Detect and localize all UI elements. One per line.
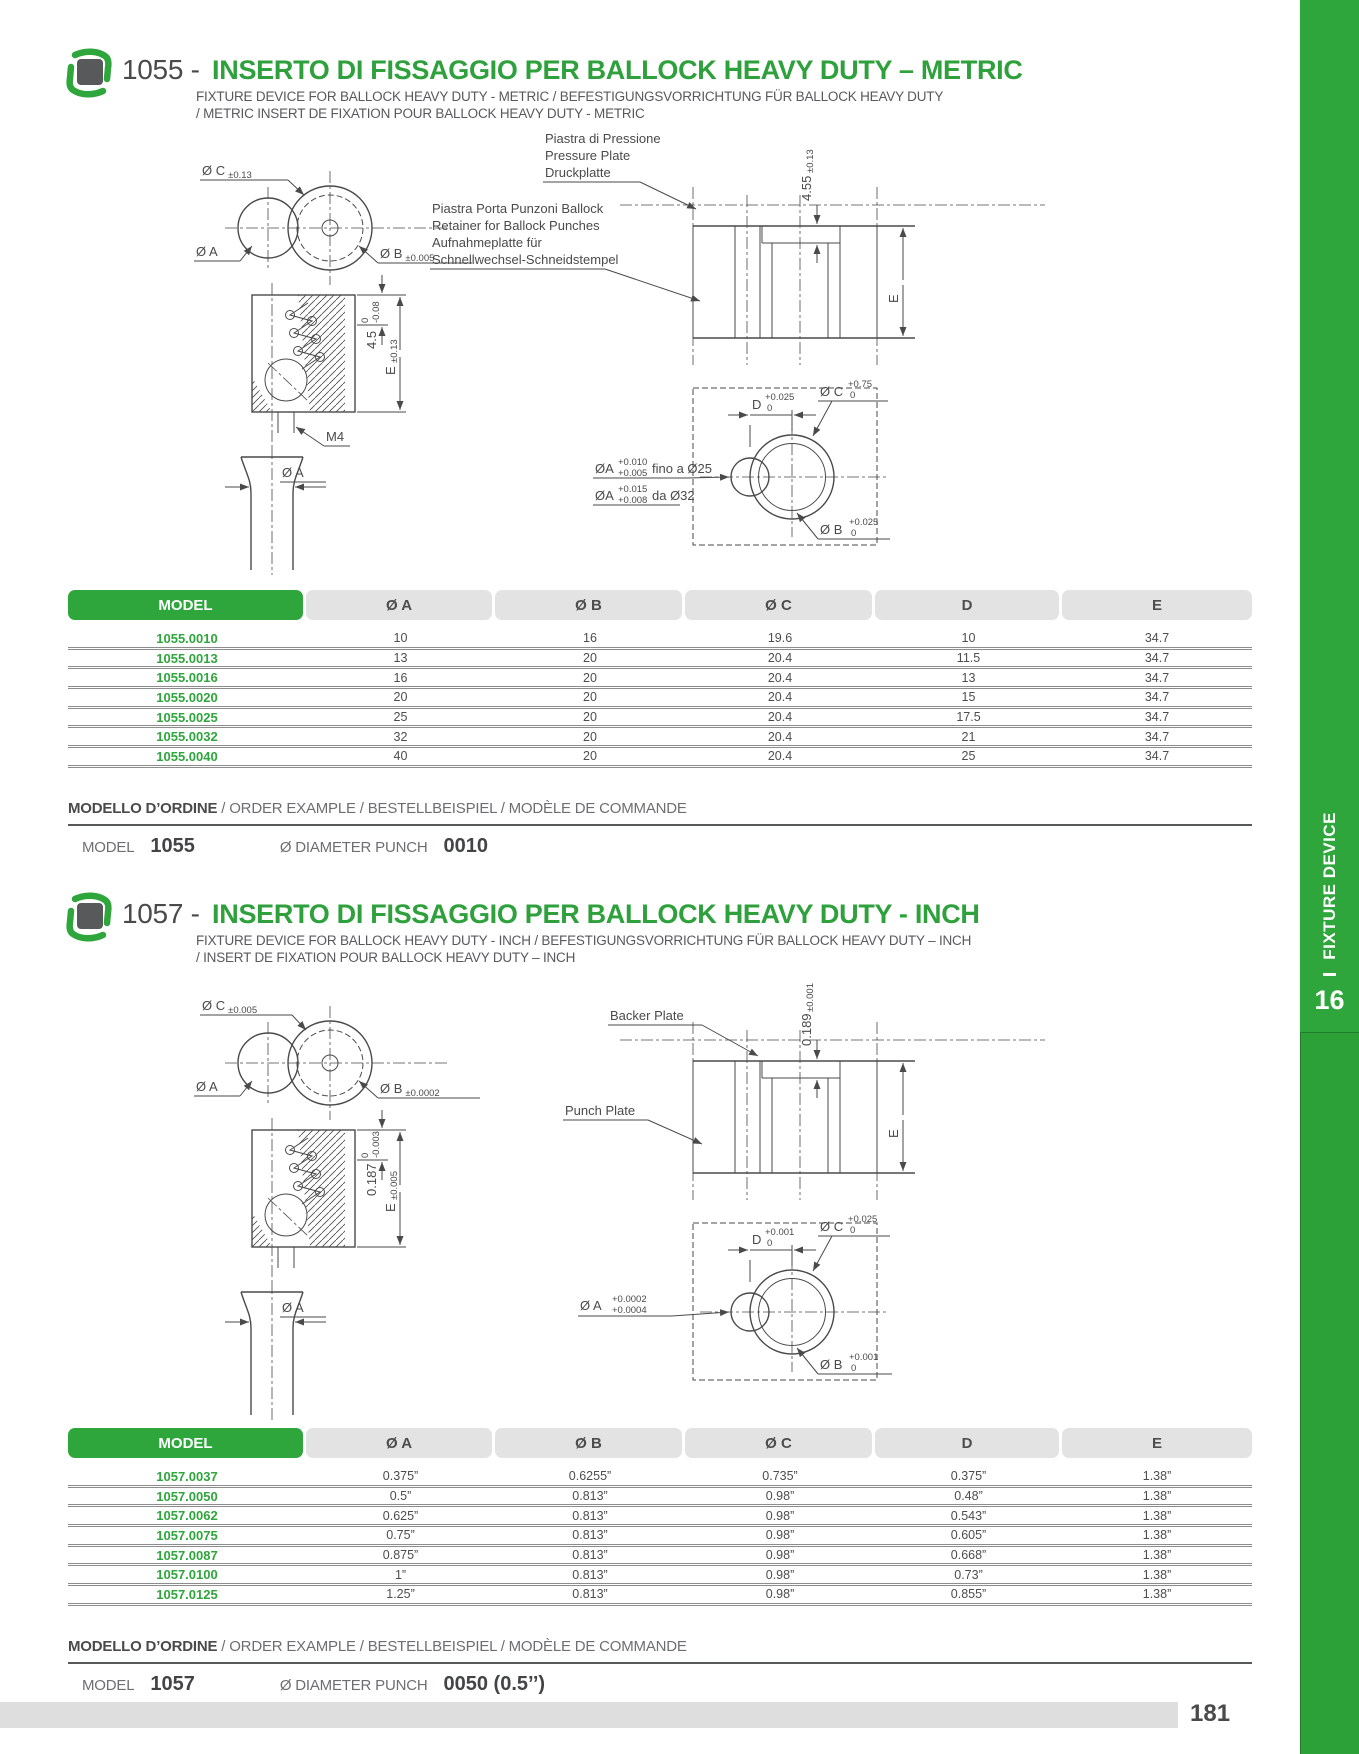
- dim-label-d: D: [752, 1232, 762, 1247]
- dim-step: [799, 149, 816, 201]
- dim-label-m4: M4: [326, 429, 345, 444]
- svg-text:E: E: [886, 294, 901, 303]
- chapter-sidebar-label: FIXTURE DEVICE: [1319, 812, 1339, 960]
- dim-label-b: Ø B $_{\pm 0.0002}$: [380, 1081, 440, 1099]
- svg-text:+0.025: +0.025: [765, 392, 795, 403]
- table-header-cell: Ø B: [495, 590, 682, 620]
- table-header-cell: E: [1062, 590, 1252, 620]
- svg-text:Pressure Plate: Pressure Plate: [545, 148, 631, 163]
- svg-text:E: E: [383, 1203, 398, 1212]
- table-header-cell: Ø A: [306, 590, 492, 620]
- table-header-cell: MODEL: [68, 1428, 303, 1458]
- model-cell: 1057.0100: [156, 1567, 218, 1583]
- svg-text:Druckplatte: Druckplatte: [545, 165, 611, 180]
- dim-depth: [360, 1131, 382, 1196]
- model-cell: 1057.0075: [156, 1527, 218, 1543]
- dim-e2: [886, 294, 901, 303]
- table-row: 1055.0020 20 20 20.4 15 34.7: [68, 689, 1252, 709]
- svg-text:E: E: [886, 1129, 901, 1138]
- dim-label-c: Ø C $_{\pm 0.005}$: [202, 998, 258, 1016]
- dim-label-a: Ø A: [196, 1079, 218, 1094]
- svg-text:+0.005: +0.005: [618, 468, 648, 479]
- svg-text:da Ø32: da Ø32: [652, 488, 695, 503]
- order-model-label: MODEL: [82, 1677, 135, 1694]
- parts-table-metric: [68, 590, 1252, 768]
- section-code: 1055 -: [122, 54, 200, 85]
- label-backer-plate: Backer Plate: [610, 1008, 684, 1023]
- model-cell: 1057.0062: [156, 1508, 218, 1524]
- model-cell: 1057.0037: [156, 1468, 218, 1484]
- table-header-cell: Ø A: [306, 1428, 492, 1458]
- svg-text:+0.0004: +0.0004: [612, 1305, 647, 1316]
- svg-text:4.55: 4.55: [799, 175, 814, 201]
- brand-logo-icon: [62, 890, 116, 944]
- order-example-metric: [68, 800, 1252, 858]
- sidebar-dash: [1323, 973, 1336, 976]
- svg-text:+0.75: +0.75: [848, 379, 873, 390]
- model-cell: 1055.0032: [156, 729, 218, 745]
- dim-label-a2: Ø A: [282, 1300, 304, 1315]
- table-row: 1057.0125 1.25” 0.813” 0.98” 0.855” 1.38”: [68, 1586, 1252, 1606]
- table-row: 1057.0062 0.625” 0.813” 0.98” 0.543” 1.38”: [68, 1507, 1252, 1527]
- model-cell: 1055.0013: [156, 650, 218, 666]
- section-title: INSERTO DI FISSAGGIO PER BALLOCK HEAVY DUTY – METRIC: [212, 55, 1023, 85]
- table-row: 1057.0075 0.75” 0.813” 0.98” 0.605” 1.38”: [68, 1527, 1252, 1547]
- dim-label-b2: Ø B: [820, 1357, 843, 1372]
- order-example-heading: MODELLO D’ORDINE / ORDER EXAMPLE / BESTELLBEISPIEL / MODÈLE DE COMMANDE: [68, 1638, 1252, 1664]
- page-number: 181: [1190, 1700, 1231, 1727]
- table-row: 1055.0013 13 20 20.4 11.5 34.7: [68, 650, 1252, 670]
- dim-label-d: D: [752, 397, 762, 412]
- model-cell: 1057.0125: [156, 1586, 218, 1602]
- svg-text:0: 0: [850, 1225, 856, 1236]
- table-header-cell: D: [875, 1428, 1059, 1458]
- svg-text:0: 0: [767, 403, 773, 414]
- svg-text:-0.003: -0.003: [371, 1131, 382, 1158]
- model-cell: 1055.0025: [156, 709, 218, 725]
- svg-text:0: 0: [360, 1152, 371, 1158]
- svg-text:Retainer for Ballock Punches: Retainer for Ballock Punches: [432, 218, 600, 233]
- technical-drawing-inch: [140, 960, 1100, 1425]
- chapter-sidebar-lower: [1300, 1032, 1359, 1754]
- table-header-cell: E: [1062, 1428, 1252, 1458]
- model-cell: 1055.0016: [156, 670, 218, 686]
- svg-text:0: 0: [851, 1363, 857, 1374]
- order-model-label: MODEL: [82, 839, 135, 856]
- technical-drawing-metric: [140, 125, 1100, 580]
- model-cell: 1055.0020: [156, 689, 218, 705]
- model-cell: 1055.0040: [156, 748, 218, 764]
- svg-text:±0.001: ±0.001: [805, 983, 816, 1012]
- svg-text:+0.010: +0.010: [618, 457, 648, 468]
- table-row: 1055.0010 10 16 19.6 10 34.7: [68, 630, 1252, 650]
- svg-text:+0.008: +0.008: [618, 495, 648, 506]
- svg-text:0.189: 0.189: [799, 1013, 814, 1046]
- dim-step: [799, 983, 816, 1046]
- svg-text:+0.0002: +0.0002: [612, 1294, 647, 1305]
- dim-label-a: Ø A: [196, 244, 218, 259]
- table-row: 1057.0100 1” 0.813” 0.98” 0.73” 1.38”: [68, 1566, 1252, 1586]
- svg-text:±0.005: ±0.005: [389, 1171, 400, 1200]
- svg-text:-0.08: -0.08: [371, 301, 382, 323]
- order-model-value: 1055: [150, 835, 195, 857]
- order-punch-label: Ø DIAMETER PUNCH: [279, 1677, 428, 1694]
- model-cell: 1055.0010: [156, 630, 218, 646]
- chapter-sidebar: [1300, 0, 1359, 1754]
- table-row: 1055.0016 16 20 20.4 13 34.7: [68, 669, 1252, 689]
- svg-text:+0.001: +0.001: [849, 1352, 879, 1363]
- model-cell: 1057.0087: [156, 1547, 218, 1563]
- svg-text:±0.13: ±0.13: [805, 149, 816, 173]
- footer-bar: [0, 1702, 1178, 1728]
- table-row: 1055.0040 40 20 20.4 25 34.7: [68, 748, 1252, 768]
- order-punch-value: 0050 (0.5’’): [443, 1673, 546, 1695]
- dim-label-b2: Ø B: [820, 522, 843, 537]
- svg-text:E: E: [383, 366, 398, 375]
- dim-label-a2: Ø A: [282, 465, 304, 480]
- svg-text:4.5: 4.5: [364, 330, 379, 349]
- dim-label-a-range2: ØA: [595, 488, 614, 503]
- dim-label-c2: Ø C: [820, 1219, 844, 1234]
- svg-text:Aufnahmeplatte für: Aufnahmeplatte für: [432, 235, 542, 250]
- svg-text:+0.001: +0.001: [765, 1227, 795, 1238]
- section-1057-header: [122, 898, 980, 930]
- table-row: 1057.0050 0.5” 0.813” 0.98” 0.48” 1.38”: [68, 1488, 1252, 1508]
- label-pressure-plate: Piastra di Pressione: [545, 131, 661, 146]
- svg-text:fino a Ø25: fino a Ø25: [652, 461, 712, 476]
- table-row: 1055.0025 25 20 20.4 17.5 34.7: [68, 709, 1252, 729]
- svg-text:Schnellwechsel-Schneidstempel: Schnellwechsel-Schneidstempel: [432, 252, 619, 267]
- section-1055-header: [122, 54, 1023, 86]
- dim-label-a-range1: ØA: [595, 461, 614, 476]
- brand-logo-icon: [62, 46, 116, 100]
- order-example-line: [68, 835, 1252, 858]
- order-punch-value: 0010: [443, 835, 488, 857]
- table-row: 1057.0037 0.375” 0.6255” 0.735” 0.375” 1.38”: [68, 1468, 1252, 1488]
- label-retainer: Piastra Porta Punzoni Ballock: [432, 201, 604, 216]
- svg-text:±0.13: ±0.13: [389, 339, 400, 363]
- chapter-number: 16: [1314, 985, 1345, 1015]
- table-header-cell: D: [875, 590, 1059, 620]
- svg-text:0: 0: [360, 317, 371, 323]
- dim-label-b: Ø B $_{\pm 0.005}$: [380, 246, 435, 264]
- model-cell: 1057.0050: [156, 1488, 218, 1504]
- order-example-heading: MODELLO D’ORDINE / ORDER EXAMPLE / BESTELLBEISPIEL / MODÈLE DE COMMANDE: [68, 800, 1252, 826]
- svg-text:0: 0: [767, 1238, 773, 1249]
- label-punch-plate: Punch Plate: [565, 1103, 636, 1118]
- table-header-cell: MODEL: [68, 590, 303, 620]
- order-example-inch: [68, 1638, 1252, 1696]
- svg-text:0: 0: [850, 390, 856, 401]
- table-row: 1055.0032 32 20 20.4 21 34.7: [68, 728, 1252, 748]
- table-header-row: [68, 1428, 1252, 1458]
- order-example-line: [68, 1673, 1252, 1696]
- section-code: 1057 -: [122, 898, 200, 929]
- table-row: 1057.0087 0.875” 0.813” 0.98” 0.668” 1.38”: [68, 1547, 1252, 1567]
- table-header-cell: Ø C: [685, 590, 872, 620]
- table-header-cell: Ø B: [495, 1428, 682, 1458]
- svg-text:+0.025: +0.025: [848, 1214, 878, 1225]
- svg-text:+0.025: +0.025: [849, 517, 879, 528]
- dim-e: [383, 1171, 400, 1212]
- order-model-value: 1057: [150, 1673, 195, 1695]
- order-punch-label: Ø DIAMETER PUNCH: [279, 839, 428, 856]
- svg-text:0: 0: [851, 528, 857, 539]
- parts-table-inch: [68, 1428, 1252, 1606]
- table-header-row: [68, 590, 1252, 620]
- dim-e: [383, 339, 400, 375]
- table-header-cell: Ø C: [685, 1428, 872, 1458]
- dim-e2: [886, 1129, 901, 1138]
- section-title: INSERTO DI FISSAGGIO PER BALLOCK HEAVY DUTY - INCH: [212, 899, 980, 929]
- dim-label-c: Ø C $_{\pm 0.13}$: [202, 163, 252, 181]
- svg-text:0.187: 0.187: [364, 1163, 379, 1196]
- section-subtitle: FIXTURE DEVICE FOR BALLOCK HEAVY DUTY - INCH / BEFESTIGUNGSVORRICHTUNG FÜR BALLOCK HEAVY DUTY – INCH / INSERT DE FIXATION POUR BALLOCK HEAVY DUTY – INCH: [196, 933, 972, 965]
- section-subtitle: FIXTURE DEVICE FOR BALLOCK HEAVY DUTY - METRIC / BEFESTIGUNGSVORRICHTUNG FÜR BALLOCK HEAVY DUTY / METRIC INSERT DE FIXATION POUR BALLOCK HEAVY DUTY - METRIC: [196, 89, 944, 121]
- dim-label-a3: Ø A: [580, 1298, 602, 1313]
- dim-label-c2: Ø C: [820, 384, 844, 399]
- svg-text:+0.015: +0.015: [618, 484, 648, 495]
